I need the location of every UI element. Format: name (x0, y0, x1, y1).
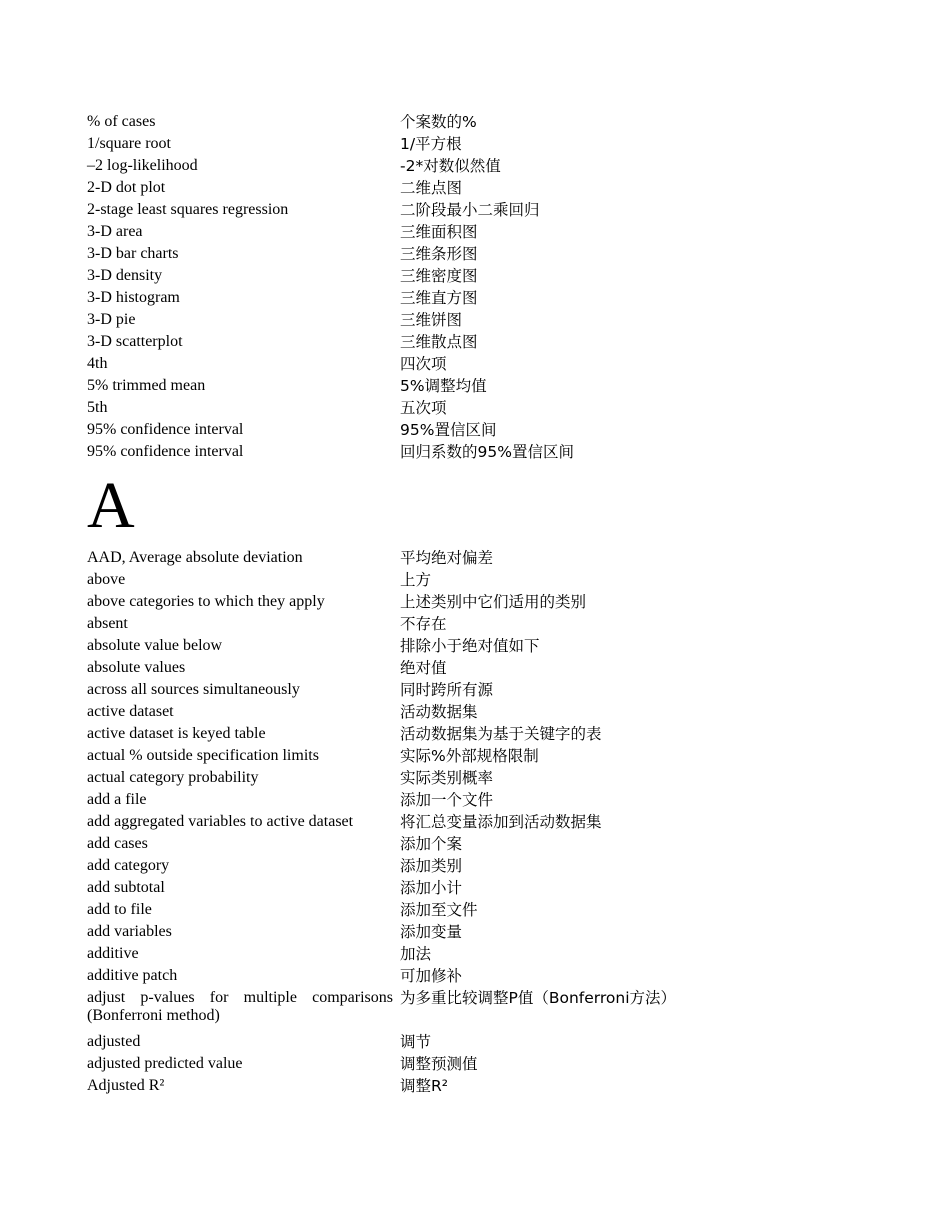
english-term: add cases (87, 835, 148, 852)
glossary-row (87, 921, 707, 943)
english-term: additive (87, 945, 139, 962)
glossary-row (87, 397, 707, 419)
glossary-row (87, 657, 707, 679)
english-term: 3-D scatterplot (87, 333, 183, 350)
english-term: 3-D area (87, 223, 143, 240)
chinese-term: 三维面积图 (400, 223, 478, 241)
english-term: add subtotal (87, 879, 165, 896)
chinese-term: 不存在 (400, 615, 447, 633)
english-term: % of cases (87, 113, 156, 130)
glossary-row (87, 569, 707, 591)
chinese-term: 三维密度图 (400, 267, 478, 285)
english-term: active dataset is keyed table (87, 725, 266, 742)
section-letter-heading: A (87, 469, 135, 542)
chinese-term: 三维条形图 (400, 245, 478, 263)
chinese-term: 上方 (400, 571, 432, 589)
english-term: 2-D dot plot (87, 179, 166, 196)
chinese-term: 添加个案 (400, 835, 463, 853)
glossary-row (87, 767, 707, 789)
english-term: active dataset (87, 703, 174, 720)
english-term: adjusted (87, 1033, 141, 1050)
chinese-term: 活动数据集 (400, 703, 478, 721)
chinese-term: 个案数的% (400, 113, 477, 131)
chinese-term: 可加修补 (400, 967, 463, 985)
chinese-term: 四次项 (400, 355, 447, 373)
english-term: adjust p-values for multiple comparisons (Bonferroni method) (87, 989, 393, 1024)
english-term: 5th (87, 399, 108, 416)
glossary-row (87, 547, 707, 569)
chinese-term: 实际%外部规格限制 (400, 747, 539, 765)
glossary-row (87, 375, 707, 397)
glossary-row (87, 221, 707, 243)
glossary-row (87, 635, 707, 657)
glossary-row (87, 133, 707, 155)
english-term: add variables (87, 923, 172, 940)
glossary-row (87, 1031, 707, 1053)
english-term: 3-D density (87, 267, 163, 284)
chinese-term: 添加变量 (400, 923, 463, 941)
glossary-row (87, 789, 707, 811)
chinese-term: -2*对数似然值 (400, 157, 501, 175)
english-term: actual category probability (87, 769, 259, 786)
english-term: additive patch (87, 967, 178, 984)
english-term: add to file (87, 901, 152, 918)
glossary-row (87, 745, 707, 767)
glossary-row (87, 155, 707, 177)
glossary-row (87, 943, 707, 965)
english-term: above categories to which they apply (87, 593, 325, 610)
chinese-term: 添加至文件 (400, 901, 478, 919)
chinese-term: 三维饼图 (400, 311, 463, 329)
english-term: across all sources simultaneously (87, 681, 300, 698)
glossary-row (87, 177, 707, 199)
chinese-term: 添加小计 (400, 879, 463, 897)
english-term: adjusted predicted value (87, 1055, 243, 1072)
chinese-term: 将汇总变量添加到活动数据集 (400, 813, 602, 831)
english-term: add aggregated variables to active dataset (87, 813, 354, 830)
english-term: 3-D pie (87, 311, 136, 328)
chinese-term: 回归系数的95%置信区间 (400, 443, 574, 461)
chinese-term: 活动数据集为基于关键字的表 (400, 725, 602, 743)
english-term: 1/square root (87, 135, 171, 152)
glossary-row (87, 855, 707, 877)
chinese-term: 95%置信区间 (400, 421, 497, 439)
glossary-row (87, 965, 707, 987)
chinese-term: 为多重比较调整P值（Bonferroni方法） (400, 989, 677, 1007)
chinese-term: 1/平方根 (400, 135, 462, 153)
chinese-term: 加法 (400, 945, 432, 963)
glossary-row (87, 899, 707, 921)
english-term: absolute values (87, 659, 186, 676)
english-term: above (87, 571, 126, 588)
chinese-term: 调整R² (400, 1077, 448, 1095)
glossary-row (87, 701, 707, 723)
chinese-term: 平均绝对偏差 (400, 549, 494, 567)
chinese-term: 调整预测值 (400, 1055, 478, 1073)
chinese-term: 添加一个文件 (400, 791, 494, 809)
chinese-term: 二维点图 (400, 179, 463, 197)
english-term: absolute value below (87, 637, 223, 654)
glossary-row (87, 331, 707, 353)
glossary-row (87, 419, 707, 441)
english-term: 95% confidence interval (87, 443, 244, 460)
english-term: add category (87, 857, 170, 874)
english-term: AAD, Average absolute deviation (87, 549, 303, 566)
glossary-row (87, 309, 707, 331)
glossary-row (87, 591, 707, 613)
english-term: 3-D histogram (87, 289, 180, 306)
glossary-row (87, 987, 707, 1031)
glossary-row (87, 833, 707, 855)
english-term: 4th (87, 355, 108, 372)
chinese-term: 排除小于绝对值如下 (400, 637, 540, 655)
english-term: add a file (87, 791, 147, 808)
intro-term-list (87, 111, 707, 463)
english-term: 95% confidence interval (87, 421, 244, 438)
chinese-term: 绝对值 (400, 659, 447, 677)
glossary-row (87, 679, 707, 701)
chinese-term: 三维散点图 (400, 333, 478, 351)
glossary-row (87, 877, 707, 899)
glossary-row (87, 353, 707, 375)
chinese-term: 添加类别 (400, 857, 463, 875)
chinese-term: 三维直方图 (400, 289, 478, 307)
english-term: Adjusted R² (87, 1077, 165, 1094)
glossary-row (87, 111, 707, 133)
english-term: actual % outside specification limits (87, 747, 319, 764)
chinese-term: 调节 (400, 1033, 432, 1051)
glossary-row (87, 287, 707, 309)
glossary-row (87, 613, 707, 635)
chinese-term: 同时跨所有源 (400, 681, 494, 699)
glossary-row (87, 243, 707, 265)
glossary-row (87, 441, 707, 463)
glossary-row (87, 723, 707, 745)
glossary-row (87, 265, 707, 287)
glossary-row (87, 1075, 707, 1097)
chinese-term: 五次项 (400, 399, 447, 417)
english-term: –2 log-likelihood (87, 157, 198, 174)
english-term: 3-D bar charts (87, 245, 179, 262)
glossary-row (87, 199, 707, 221)
english-term: 2-stage least squares regression (87, 201, 289, 218)
chinese-term: 二阶段最小二乘回归 (400, 201, 540, 219)
english-term: absent (87, 615, 128, 632)
chinese-term: 实际类别概率 (400, 769, 494, 787)
chinese-term: 5%调整均值 (400, 377, 487, 395)
chinese-term: 上述类别中它们适用的类别 (400, 593, 587, 611)
section-a-term-list (87, 547, 707, 1097)
english-term: 5% trimmed mean (87, 377, 206, 394)
glossary-row (87, 1053, 707, 1075)
glossary-row (87, 811, 707, 833)
